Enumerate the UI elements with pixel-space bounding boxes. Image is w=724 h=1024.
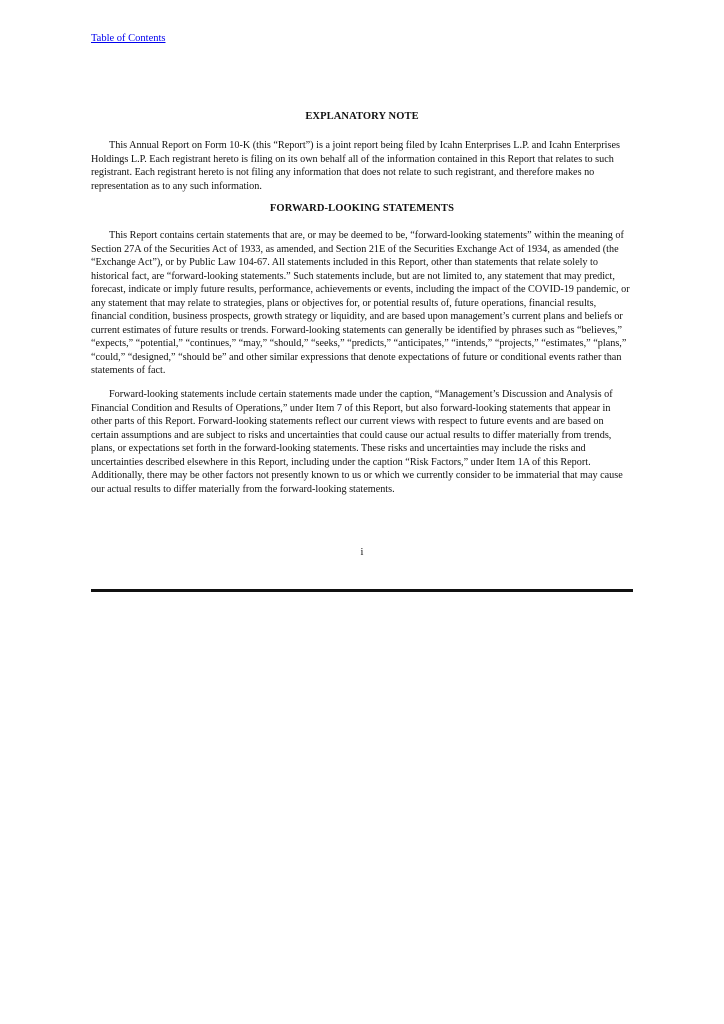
table-of-contents-link[interactable]: Table of Contents	[91, 33, 166, 44]
page-number: i	[360, 547, 364, 558]
page-break-rule	[91, 589, 633, 592]
forward-looking-paragraph-1: This Report contains certain statements that are, or may be deemed to be, “forward-looking statements” within the meaning of Section 27A of the Securities Act of 1933, as amended, and Section 21E of the Securities Exchange Act of 1934, as amended (the “Exchange Act”), or by Public Law 104-67. All statements included in this Report, other than statements that relate solely to historical fact, are “forward-looking statements.” Such statements include, but are not limited to, any statement that may predict, forecast, indicate or imply future results, performance, achievements or events, including the impact of the COVID-19 pandemic, or any statement that may relate to strategies, plans or objectives for, or potential results of, future operations, financial results, financial condition, business prospects, growth strategy or liquidity, and are based upon management’s current plans and beliefs or current estimates of future results or trends. Forward-looking statements can generally be identified by phrases such as “believes,” “expects,” “potential,” “continues,” “may,” “should,” “seeks,” “predicts,” “anticipates,” “intends,” “projects,” “estimates,” “plans,” “could,” “designed,” “should be” and other similar expressions that denote expectations of future or conditional events rather than statements of fact.	[91, 230, 630, 376]
explanatory-note-paragraph: This Annual Report on Form 10-K (this “Report”) is a joint report being filed by Icahn Enterprises L.P. and Icahn Enterprises Holdings L.P. Each registrant hereto is filing on its own behalf all of the information contained in this Report that relates to such registrant. Each registrant hereto is not filing any information that does not relate to such registrant, and therefore makes no representation as to any such information.	[91, 140, 620, 192]
forward-looking-statements-heading: FORWARD-LOOKING STATEMENTS	[269, 203, 455, 214]
forward-looking-paragraph-2: Forward-looking statements include certain statements made under the caption, “Management’s Discussion and Analysis of Financial Condition and Results of Operations,” under Item 7 of this Report, but also forward-looking statements that appear in other parts of this Report. Forward-looking statements reflect our current views with respect to future events and are based on certain assumptions and are subject to risks and uncertainties that could cause our actual results to differ materially from trends, plans, or expectations set forth in the forward-looking statements. These risks and uncertainties may include the risks and uncertainties described elsewhere in this Report, including under the caption “Risk Factors,” under Item 1A of this Report. Additionally, there may be other factors not presently known to us or which we currently consider to be immaterial that may cause our actual results to differ materially from the forward-looking statements.	[91, 389, 623, 495]
explanatory-note-heading: EXPLANATORY NOTE	[305, 111, 419, 122]
